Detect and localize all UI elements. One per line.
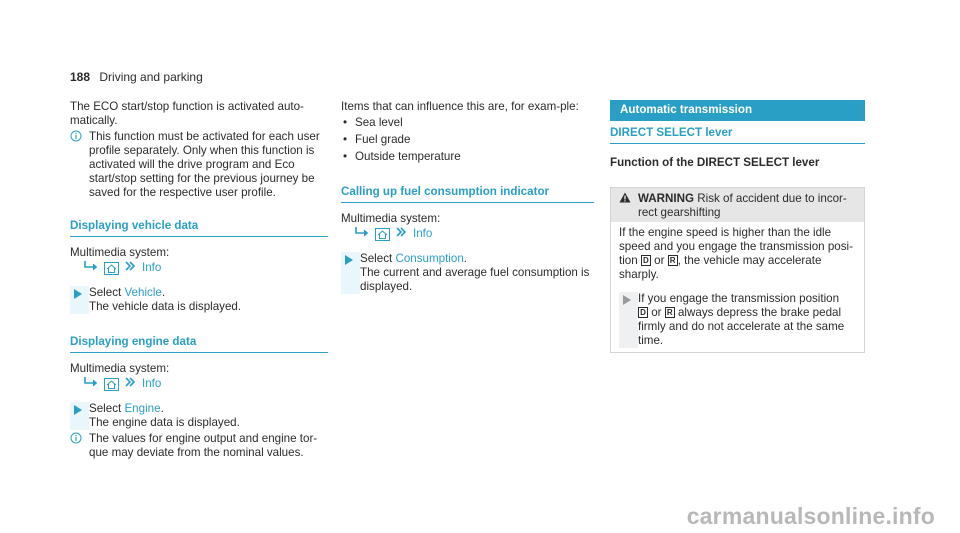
arrow-right-icon [355, 226, 369, 242]
vehicle-link[interactable]: Vehicle [124, 286, 162, 299]
list-item: • Outside temperature [341, 150, 594, 164]
menu-item-info[interactable]: Info [142, 261, 162, 274]
consumption-link[interactable]: Consumption [395, 252, 464, 265]
step-marker [70, 286, 89, 314]
warning-body [611, 222, 864, 352]
menu-item-info[interactable]: Info [142, 377, 162, 390]
watermark: carmanualsonline.info [686, 503, 935, 529]
warning-text-part: or [650, 254, 668, 267]
home-icon[interactable] [375, 228, 390, 241]
info-note-text: The values for engine output and engine tor-que may deviate from the nominal values. [89, 432, 318, 459]
list-item: • Sea level [341, 116, 594, 130]
gear-d-icon: D [638, 307, 648, 318]
info-note [70, 130, 328, 200]
influence-intro: Items that can influence this are, for exam-ple: [341, 100, 579, 113]
list-item: • Fuel grade [341, 133, 594, 147]
step-arrow-icon [623, 295, 631, 305]
double-chevron-icon [396, 227, 407, 241]
step-result: The vehicle data is displayed. [89, 300, 242, 313]
warning-text-part: If the engine speed is higher than the idle speed and you engage the transmission posi-tion [619, 226, 853, 267]
info-icon [70, 432, 89, 460]
section-heading-vehicle-data: Displaying vehicle data [70, 219, 328, 237]
instruction-step [70, 286, 328, 314]
column-left [70, 100, 328, 460]
gear-r-icon: R [668, 255, 678, 266]
page-number: 188 [70, 70, 91, 84]
column-middle [341, 100, 594, 294]
step-suffix: . [160, 402, 164, 415]
step-arrow-icon [345, 255, 353, 265]
page-header [70, 70, 203, 84]
step-result: The engine data is displayed. [89, 416, 240, 429]
step-arrow-icon [74, 405, 82, 415]
menu-path-label: Multimedia system: [70, 362, 170, 375]
subsection-heading: DIRECT SELECT lever [610, 126, 865, 144]
step-result: The current and average fuel consumption is displayed. [360, 266, 590, 293]
instruction-step [341, 252, 594, 294]
instruction-step [619, 292, 856, 348]
menu-path-label: Multimedia system: [70, 246, 170, 259]
home-icon[interactable] [104, 378, 119, 391]
eco-intro: The ECO start/stop function is activated auto-matically. [70, 100, 304, 127]
info-icon [70, 130, 89, 200]
warning-icon [619, 192, 638, 220]
menu-path [70, 362, 328, 392]
gear-d-icon: D [641, 255, 651, 266]
menu-path [70, 246, 328, 276]
warning-header [611, 188, 864, 222]
warning-text-part: , the vehicle may accelerate sharply. [619, 254, 822, 281]
info-note-text: This function must be activated for each user profile separately. Only when this function is activated will the drive program and Eco start/stop setting for the previous journey be saved for the respective user profile. [89, 130, 320, 199]
step-marker [341, 252, 360, 294]
section-heading-fuel-consumption: Calling up fuel consumption indicator [341, 185, 594, 203]
step-text: or [648, 306, 665, 319]
double-chevron-icon [125, 261, 136, 275]
influence-list [341, 116, 594, 164]
warning-headline: Risk of accident due to incor-rect gearshifting [638, 192, 847, 219]
step-suffix: . [463, 252, 467, 265]
info-note [70, 432, 328, 460]
double-chevron-icon [125, 377, 136, 391]
page-section-title: Driving and parking [99, 70, 203, 84]
arrow-right-icon [84, 260, 98, 276]
step-text: If you engage the transmission position [638, 292, 840, 305]
function-title: Function of the DIRECT SELECT lever [610, 156, 820, 169]
section-heading-engine-data: Displaying engine data [70, 335, 328, 353]
warning-text [619, 226, 856, 282]
warning-box [610, 187, 865, 353]
step-marker [70, 402, 89, 430]
warning-label: WARNING [638, 192, 695, 205]
step-text: Select [89, 286, 125, 299]
step-suffix: . [161, 286, 166, 299]
home-icon[interactable] [104, 262, 119, 275]
engine-link[interactable]: Engine [124, 402, 161, 415]
menu-path-label: Multimedia system: [341, 212, 441, 225]
menu-item-info[interactable]: Info [413, 227, 433, 240]
instruction-step [70, 402, 328, 430]
step-marker [619, 292, 638, 348]
step-arrow-icon [74, 289, 82, 299]
step-text: always depress the brake pedal firmly and do not accelerate at the same time. [638, 306, 845, 347]
arrow-right-icon [84, 376, 98, 392]
column-right [610, 100, 865, 353]
step-text: Select [89, 402, 125, 415]
step-text: Select [360, 252, 396, 265]
gear-r-icon: R [665, 307, 675, 318]
section-bar: Automatic transmission [610, 100, 865, 121]
menu-path [341, 212, 594, 242]
